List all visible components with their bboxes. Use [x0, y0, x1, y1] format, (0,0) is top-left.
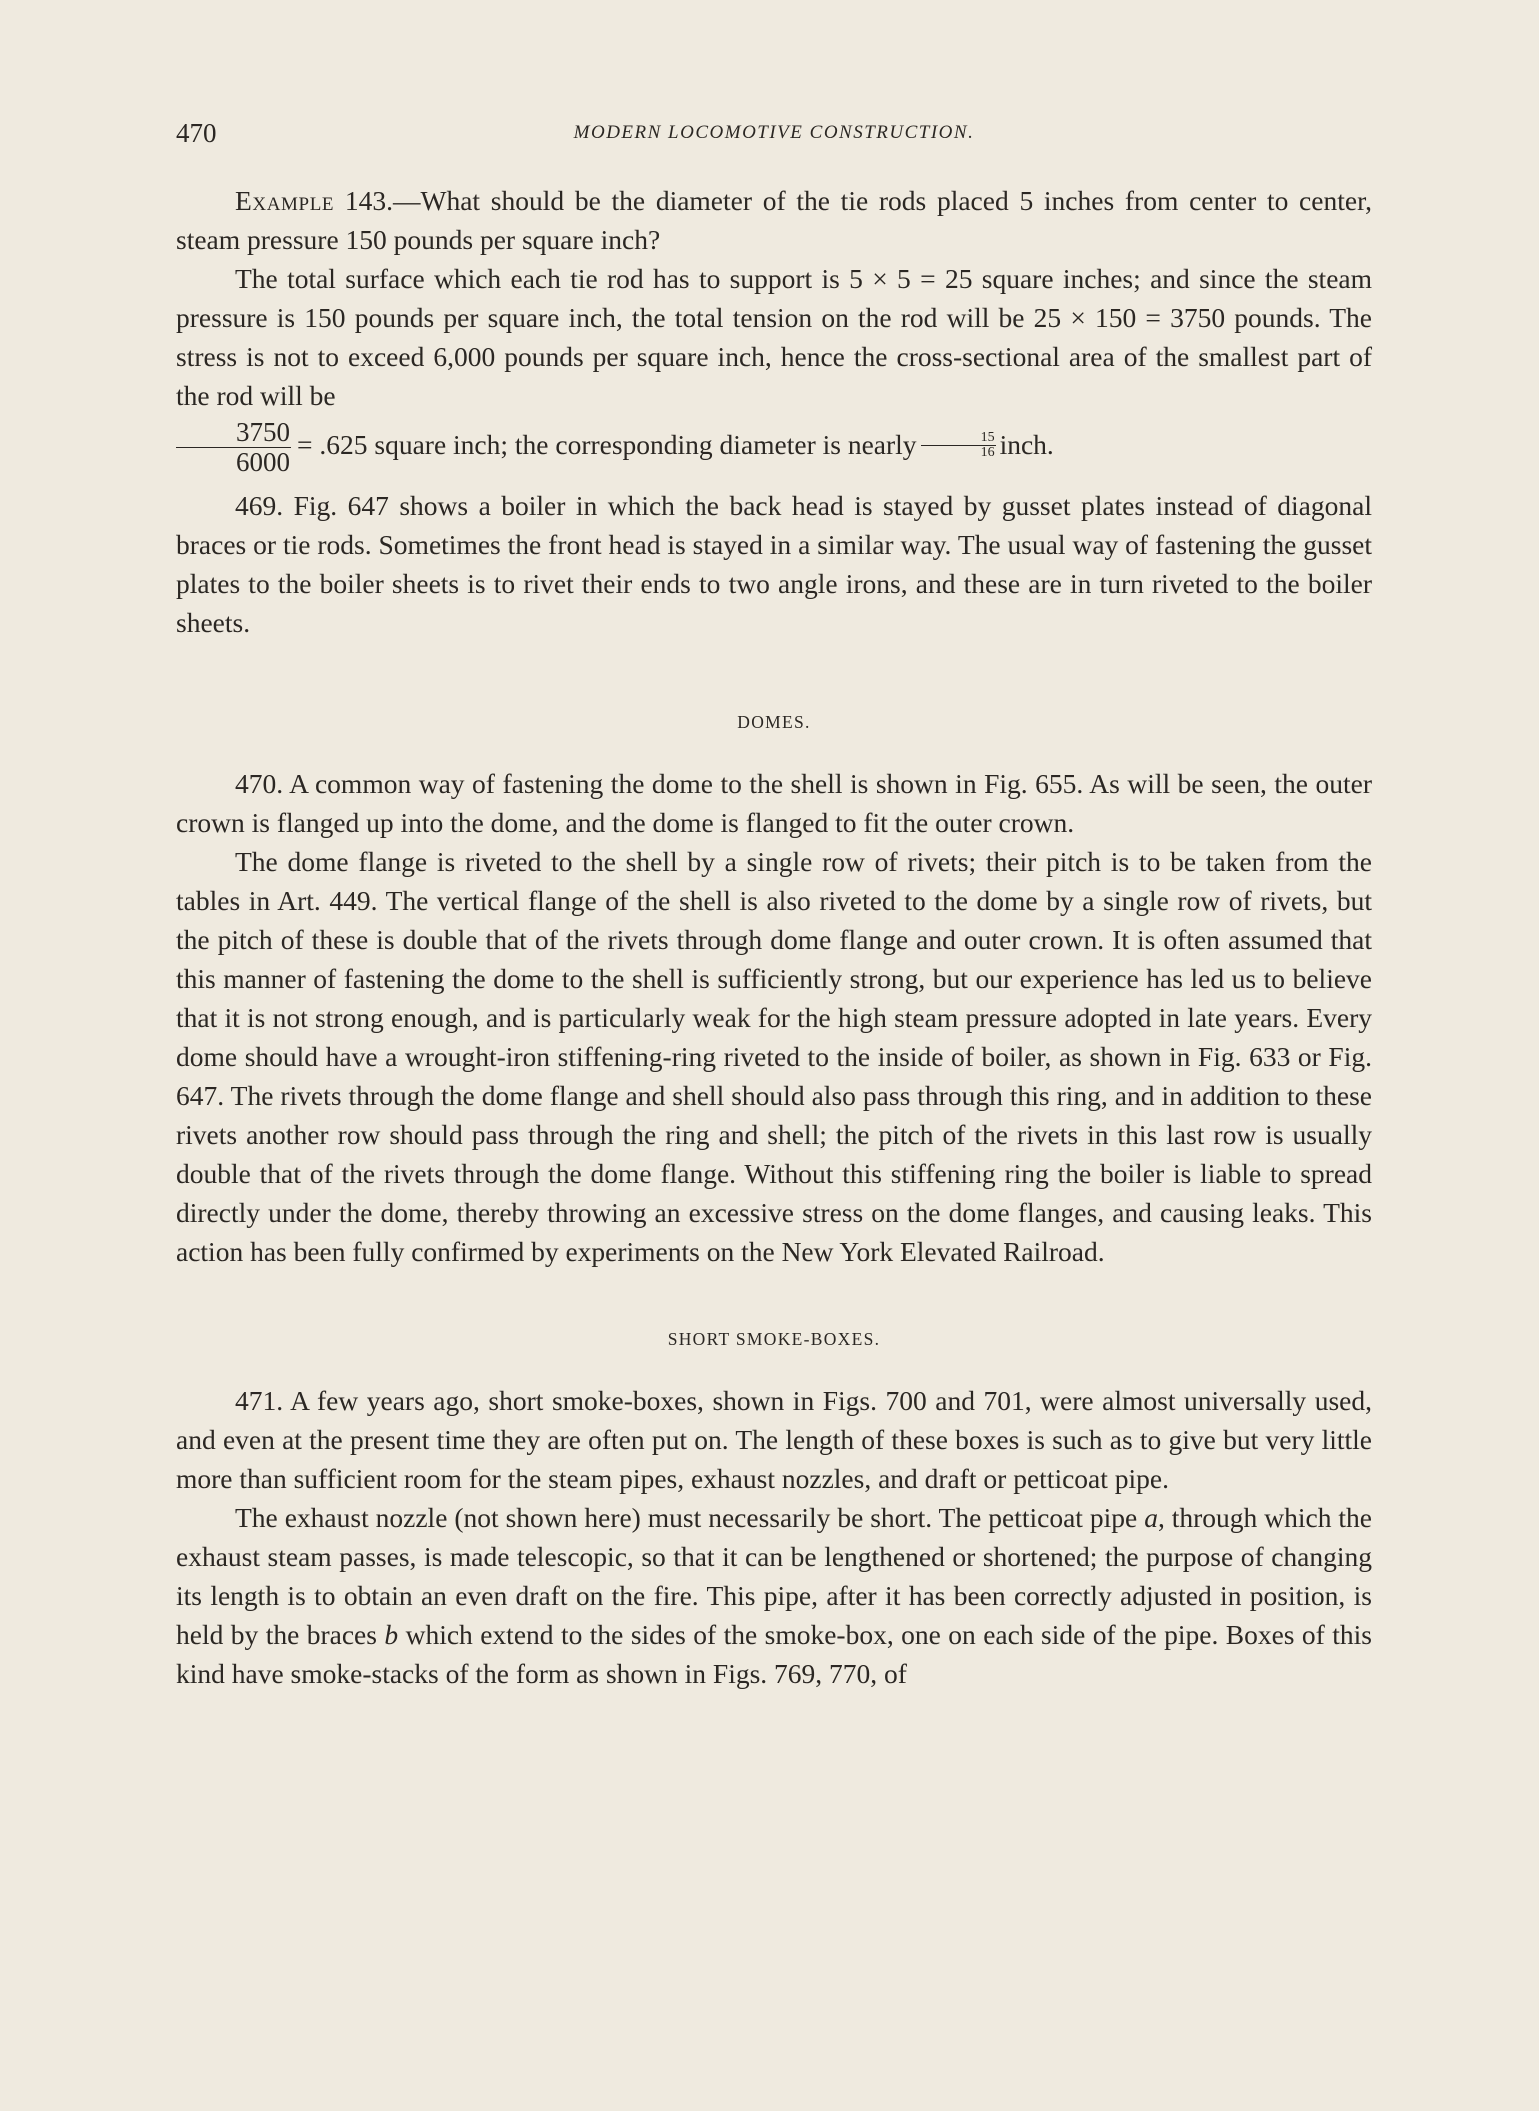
paragraph-470-continued: The dome flange is riveted to the shell by a single row of rivets; their pitch is to be taken from the tables in Art. 449. The vertical flange of the shell is also riveted to the dome by a single row of rivets, but the pitch of these is double that of the rivets through dome flange and outer crown. It is often assumed that this manner of fastening the dome to the shell is sufficiently strong, but our experience has led us to believe that it is not strong enough, and is particularly weak for the high steam pressure adopted in late years. Every dome should have a wrought-iron stiffening-ring riveted to the inside of boiler, as shown in Fig. 633 or Fig. 647. The rivets through the dome flange and shell should also pass through this ring, and in addition to these rivets another row should pass through the ring and shell; the pitch of the rivets in this last row is usually double that of the rivets through the dome flange. Without this stiffening ring the boiler is liable to spread directly under the dome, thereby throwing an excessive stress on the dome flanges, and causing leaks. This action has been fully confirmed by experiments on the New York Elevated Railroad. — [176, 846, 1372, 1267]
variable-a: a — [1144, 1502, 1158, 1533]
example-question-text: 143.—What should be the diameter of the tie rods placed 5 inches from center to center, steam pressure 150 pounds per square inch? — [176, 185, 1373, 255]
example-question — [176, 181, 1372, 259]
result-end: inch. — [999, 428, 1054, 460]
paragraph-469: 469. Fig. 647 shows a boiler in which the back head is stayed by gusset plates instead of diagonal braces or tie rods. Sometimes the front head is stayed in a similar way. The usual way of fastening the gusset plates to the boiler sheets is to rivet their ends to two angle irons, and these are in turn riveted to the boiler sheets. — [176, 490, 1372, 638]
running-title: MODERN LOCOMOTIVE CONSTRUCTION. — [573, 122, 975, 143]
example-result — [176, 419, 1372, 476]
result-text: = .625 square inch; the corresponding diameter is nearly — [297, 428, 917, 460]
paragraph-471: 471. A few years ago, short smoke-boxes, shown in Figs. 700 and 701, were almost universally used, and even at the present time they are often put on. The length of these boxes is such as to give but very little more than sufficient room for the steam pipes, exhaust nozzles, and draft or petticoat pipe. — [176, 1385, 1372, 1494]
body-text — [176, 181, 1372, 1693]
area-fraction-denominator: 6000 — [176, 447, 291, 476]
section-heading-domes: DOMES. — [737, 712, 811, 732]
page-header — [176, 118, 1372, 158]
page-number: 470 — [176, 118, 217, 148]
example-label: Example — [235, 185, 335, 216]
area-fraction-numerator: 3750 — [236, 417, 290, 447]
paragraph-470: 470. A common way of fastening the dome to the shell is shown in Fig. 655. As will be seen, the outer crown is flanged up into the dome, and the dome is flanged to fit the outer crown. — [176, 768, 1372, 838]
diameter-fraction: $\frac{15}{16}$ — [921, 431, 996, 460]
variable-b: b — [384, 1619, 399, 1650]
example-solution: The total surface which each tie rod has to support is 5 × 5 = 25 square inches; and since the steam pressure is 150 pounds per square inch, the total tension on the rod will be 25 × 150 = 3750 pounds. The stress is not to exceed 6,000 pounds per square inch, hence the cross-sectional area of the smallest part of the rod will be — [176, 263, 1372, 411]
section-heading-short-smoke-boxes: SHORT SMOKE-BOXES. — [667, 1329, 881, 1349]
paragraph-471-continued: The exhaust nozzle (not shown here) must necessarily be short. The petticoat pipe a, through which the exhaust steam passes, is made telescopic, so that it can be lengthened or shortened; the purpose of changing its length is to obtain an even draft on the fire. This pipe, after it has been correctly adjusted in position, is held by the braces b which extend to the sides of the smoke-box, one on each side of the pipe. Boxes of this kind have smoke-stacks of the form as shown in Figs. 769, 770, of — [176, 1502, 1373, 1689]
area-fraction — [176, 419, 291, 476]
